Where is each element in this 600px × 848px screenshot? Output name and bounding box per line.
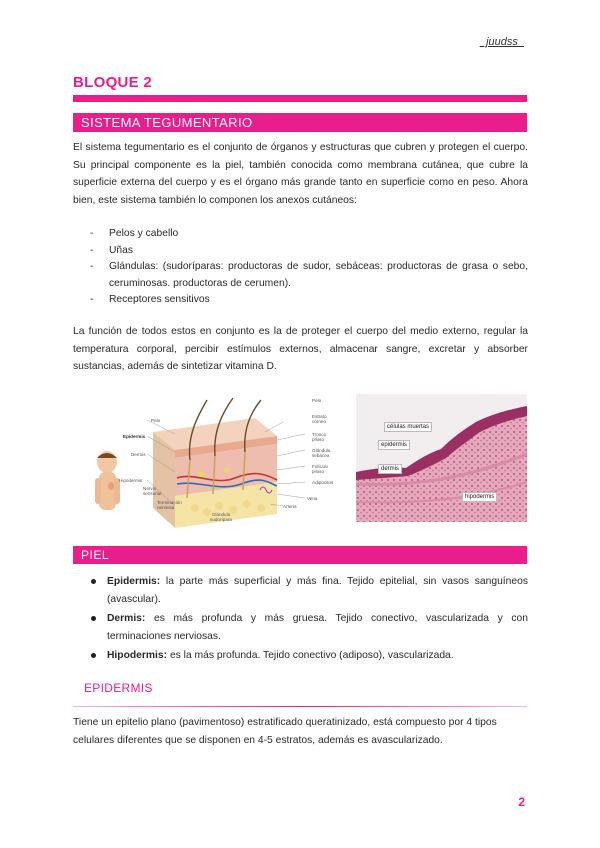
desc-epidermis: la parte más superficial y más fina. Tejido epitelial, sin vasos sanguíneos (avascular). [107,576,528,605]
epidermis-title: EPIDERMIS [84,681,153,695]
label-terminacion: Terminación nerviosa [157,500,182,510]
histology-image [356,394,527,522]
piel-layers-list [85,573,528,667]
label-vena: Vena [307,496,318,501]
section-banner [73,113,527,132]
histology-micrograph [356,394,527,522]
list-item: - Pelos y cabello [90,226,528,243]
section-title: SISTEMA TEGUMENTARIO [81,115,253,130]
histo-label-epidermis: epidermis [378,440,410,450]
desc-dermis: es más profunda y más gruesa. Tejido conectivo, vascularizada y con terminaciones nerviosas. [107,613,528,642]
label-arteria: Arteria [283,504,297,509]
label-epidermis: Epidermis [123,434,146,439]
child-figure [95,451,120,510]
label-nervio: Nervio sensorial [143,486,162,496]
label-pelo-right: Pelo [312,398,322,403]
desc-hipodermis: es la más profunda. Tejido conectivo (adiposo), vascularizada. [167,650,454,661]
label-hipodermis: Hipodermis [119,478,143,483]
histo-label-hipodermis: hipodermis [462,492,497,502]
block-title: BLOQUE 2 [73,74,153,91]
term-hipodermis: Hipodermis: [107,650,168,661]
label-pelo: Pelo [151,418,161,423]
term-dermis: Dermis: [107,613,146,624]
list-item: - Glándulas: (sudoríparas: productoras de sudor, sebáceas: productoras de grasa o sebo, ceruminosas. productoras de cerumen). [90,259,528,292]
epidermis-rule [73,706,527,707]
label-foliculo-piloso: Folículo piloso [312,464,329,474]
author-signature: _juudss_ [479,36,524,48]
function-paragraph: La función de todos estos en conjunto es la de proteger el cuerpo del medio externo, regular la temperatura corporal, percibir estímulos externos, almacenar sangre, excretar y absorber sustancias, además de sintetizar vitamina D. [73,326,528,372]
anexos-list [90,226,528,309]
list-item: - Receptores sensitivos [90,292,528,309]
epidermis-paragraph: Tiene un epitelio plano (pavimentoso) estratificado queratinizado, está compuesto por 4 tipos celulares diferentes que se disponen en 4-5 estratos, además es avascularizado. [73,717,497,746]
histo-label-dermis: dermis [378,464,402,474]
label-adipocitos: Adipocitos [312,480,334,485]
intro-paragraph: El sistema tegumentario es el conjunto de órganos y estructuras que cubren y protegen el cuerpo. Su principal componente es la piel, también conocida como membrana cutánea, que cubre la superficie externa del cuerpo y es el órgano más grande tanto en superficie como en peso. Ahora bien, este sistema también lo componen los anexos cutáneos: [73,142,528,206]
term-epidermis: Epidermis: [107,576,161,587]
histo-label-celulas: células muertas [384,422,432,432]
label-dermis: Dermis [131,452,146,457]
list-item [85,647,528,665]
label-glandula-sudoripara: Glándula sudorípara [210,512,232,522]
list-item [85,573,528,608]
title-rule [73,95,527,102]
list-item [85,610,528,645]
page-number: 2 [518,795,525,809]
list-item: - Uñas [90,243,528,260]
piel-banner [73,546,527,564]
piel-title: PIEL [81,548,110,562]
label-glandula-sebacea: Glándula sebácea [312,448,331,458]
skin-diagram [95,394,348,528]
skin-illustration [95,394,348,528]
label-tronco-piloso: Tronco piloso [312,432,327,442]
label-estrato-corneo: Estrato córneo [312,414,327,424]
